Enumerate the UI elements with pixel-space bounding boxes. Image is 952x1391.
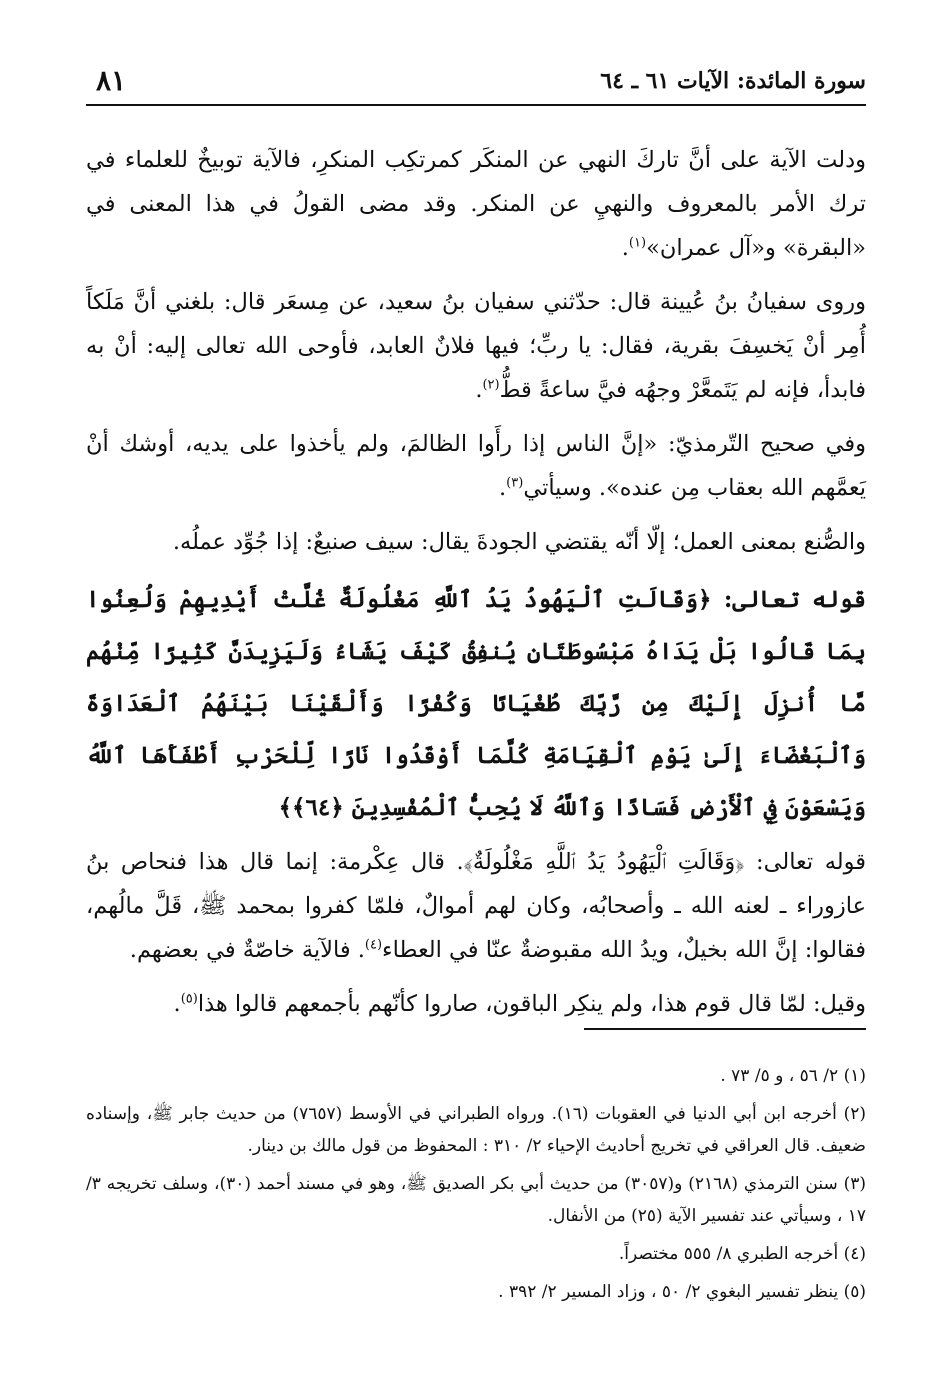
paragraph: وروى سفيانُ بنُ عُيينة قال: حدّثني سفيان بنُ سعيد، عن مِسعَر قال: بلغني أنَّ مَلَكاً أُمِر أنْ يَخسِفَ بقرية، فقال: يا ربِّ؛ فيها فلانٌ العابد، فأوحى الله تعالى إليه: أنْ به فابدأ، فإنه لم يَتَمعَّرْ وجهُه فيَّ ساعةً قطُّ$^{(٢)}$. [86,289,866,403]
paragraph: والصُّنع بمعنى العمل؛ إلّا أنّه يقتضي الجودةَ يقال: سيف صنيعٌ: إذا جُوِّد عملُه. [172,529,866,555]
footnotes [86,1060,866,1314]
footnote: (٥) ينظر تفسير البغوي ٢/ ٥٠ ، وزاد المسير ٢/ ٣٩٢ . [498,1282,866,1302]
footnote: (١) ٢/ ٥٦ ، و ٥/ ٧٣ . [720,1066,866,1086]
footnote: (٤) أخرجه الطبري ٨/ ٥٥٥ مختصراً. [618,1244,866,1264]
running-title: سورة المائدة: الآيات ٦١ ـ ٦٤ [600,68,866,94]
footnote-ref: (٢) [482,377,500,393]
paragraph: ودلت الآية على أنَّ تاركَ النهي عن المنكَر كمرتكِب المنكرِ، فالآية توبيخٌ للعلماء في ترك الأمر بالمعروف والنهيِ عن المنكر. وقد مضى القولُ في هذا المعنى في «البقرة» و«آل عمران»$^{(١)}$. [86,147,866,261]
paragraph: قوله تعالى: ﴿وَقَالَتِ ٱلْيَهُودُ يَدُ ٱللَّهِ مَغْلُولَةٌ﴾. قال عِكْرمة: إنما قال هذا فنحاص بنُ عازوراء ـ لعنه الله ـ وأصحابُه، وكان لهم أموالٌ، فلمّا كفروا بمحمد ﷺ، قَلَّ مالُهم، فقالوا: إنَّ الله بخيلٌ، ويدُ الله مقبوضةٌ عنّا في العطاء$^{(٤)}$. فالآية خاصّةٌ في بعضهم. [86,849,866,963]
footnote-ref: (٤) [364,937,383,953]
footnote: (٢) أخرجه ابن أبي الدنيا في العقوبات (١٦). ورواه الطبراني في الأوسط (٧٦٥٧) من حديث جابر ﷺ، وإسناده ضعيف. قال العراقي في تخريج أحاديث الإحياء ٢/ ٣١٠ : المحفوظ من قول مالك بن دينار. [86,1104,867,1156]
paragraph: وقيل: لمّا قال قوم هذا، ولم ينكِر الباقون، صاروا كأنّهم بأجمعهم قالوا هذا$^{(٥)}$. [173,991,866,1017]
page-number: ٨١ [96,64,127,97]
footnote-ref: (١) [628,235,647,251]
footnote: (٣) سنن الترمذي (٢١٦٨) و(٣٠٥٧) من حديث أبي بكر الصديق ﷺ، وهو في مسند أحمد (٣٠)، وسلف تخريجه ٣/ ١٧ ، وسيأتي عند تفسير الآية (٢٥) من الأنفال. [86,1174,867,1226]
footnote-rule [584,1028,866,1030]
main-text [86,138,866,1036]
footnote-ref: (٣) [506,475,524,491]
footnote-ref: (٥) [180,991,198,1007]
header-rule [86,104,866,106]
quran-verse: قوله تعالى: ﴿وَقَالَتِ ٱلْيَهُودُ يَدُ ٱللَّهِ مَغْلُولَةٌ غُلَّتْ أَيْدِيهِمْ وَلُعِنُوا بِمَا قَالُوا بَلْ يَدَاهُ مَبْسُوطَتَانِ يُنفِقُ كَيْفَ يَشَاءُ وَلَيَزِيدَنَّ كَثِيرًا مِّنْهُم مَّا أُنزِلَ إِلَيْكَ مِن رَّبِّكَ طُغْيَانًا وَكُفْرًا وَأَلْقَيْنَا بَيْنَهُمُ ٱلْعَدَاوَةَ وَٱلْبَغْضَاءَ إِلَىٰ يَوْمِ ٱلْقِيَامَةِ كُلَّمَا أَوْقَدُوا نَارًا لِّلْحَرْبِ أَطْفَأَهَا ٱللَّهُ وَيَسْعَوْنَ فِي ٱلْأَرْضِ فَسَادًا وَٱللَّهُ لَا يُحِبُّ ٱلْمُفْسِدِينَ ﴿٦٤﴾﴾ [86,586,866,821]
page-header [96,62,866,102]
paragraph: وفي صحيح التّرمذيّ: «إنَّ الناس إذا رأَوا الظالمَ، ولم يأخذوا على يديه، أوشك أنْ يَعمَّهم الله بعقاب مِن عنده». وسيأتي$^{(٣)}$. [86,431,866,501]
